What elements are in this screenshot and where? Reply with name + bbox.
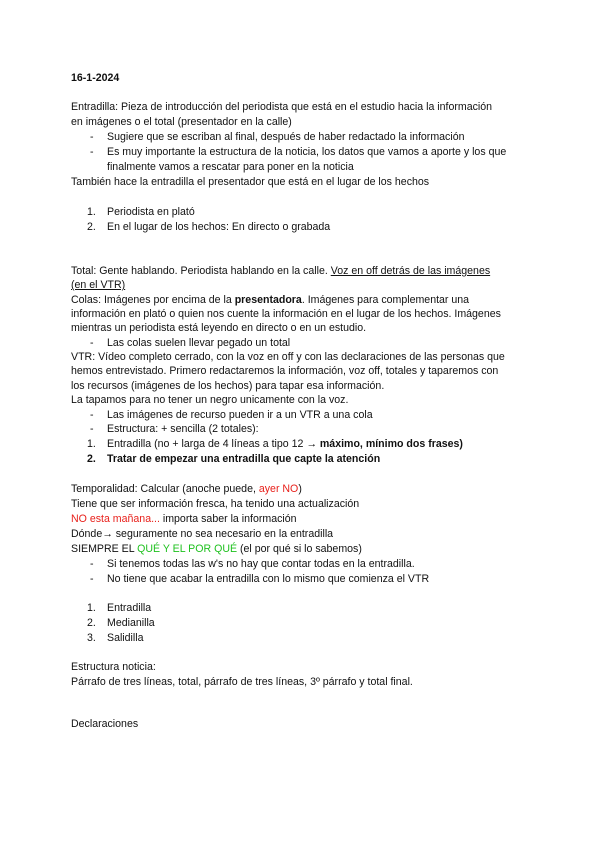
bullet-item-continued: finalmente vamos a rescatar para poner en la noticia [107,161,354,173]
dash-bullet: - [90,131,94,143]
list-item: Entradilla [107,602,152,614]
list-item-text: Entradilla (no + larga de 4 líneas a tipo 12 → [107,438,320,450]
bullet-item: Estructura: + sencilla (2 totales): [107,423,259,435]
colas-bold: presentadora [234,294,302,306]
list-item: Salidilla [107,632,144,644]
list-number: 3. [87,632,96,644]
temporalidad-red: NO esta mañana... [71,513,160,525]
paragraph-line: También hace la entradilla el presentador que está en el lugar de los hechos [71,176,430,188]
total-text: Total: Gente hablando. Periodista hablando en la calle. [71,265,331,277]
paragraph-line [71,264,490,278]
section-heading: Declaraciones [71,718,139,730]
paragraph-line [71,542,362,556]
paragraph-line: Tiene que ser información fresca, ha tenido una actualización [71,498,360,510]
temporalidad-green: QUÉ Y EL POR QUÉ [137,543,238,555]
date-heading: 16-1-2024 [71,72,120,84]
list-item: En el lugar de los hechos: En directo o grabada [107,221,331,233]
paragraph-line: los recursos (imágenes de los hechos) para tapar esa información. [71,380,385,392]
list-item: Medianilla [107,617,155,629]
list-item-bold: máximo, mínimo dos frases) [319,438,463,450]
bullet-item: No tiene que acabar la entradilla con lo mismo que comienza el VTR [107,573,430,585]
colas-text: . Imágenes para complementar una [301,294,470,306]
paragraph-line: Entradilla: Pieza de introducción del periodista que está en el estudio hacia la información [71,101,493,113]
paragraph-line: en imágenes o el total (presentador en la calle) [71,116,292,128]
paragraph-line [71,482,302,496]
list-number: 1. [87,206,96,218]
dash-bullet: - [90,409,94,421]
paragraph-line: Párrafo de tres líneas, total, párrafo de tres líneas, 3º párrafo y total final. [71,676,413,688]
list-number: 2. [87,617,96,629]
list-number: 1. [87,602,96,614]
dash-bullet: - [90,573,94,585]
bullet-item: Las imágenes de recurso pueden ir a un VTR a una cola [107,409,373,421]
paragraph-line: mientras un periodista está leyendo en directo o en un estudio. [71,322,367,334]
total-underlined-continued: (en el VTR) [71,279,126,291]
bullet-item: Si tenemos todas las w's no hay que contar todas en la entradilla. [107,558,415,570]
temporalidad-text: SIEMPRE EL [71,543,138,555]
bullet-item: Sugiere que se escriban al final, después de haber redactado la información [107,131,465,143]
paragraph-line [71,512,297,526]
temporalidad-text: Temporalidad: Calcular (anoche puede, [71,483,259,495]
paragraph-line: Estructura noticia: [71,661,156,673]
colas-text: Colas: Imágenes por encima de la [71,294,235,306]
temporalidad-text: importa saber la información [159,513,297,525]
list-item: Periodista en plató [107,206,195,218]
paragraph-line: hemos entrevistado. Primero redactaremos la información, voz off, totales y taparemos con [71,365,499,377]
paragraph-line: La tapamos para no tener un negro unicamente con la voz. [71,394,349,406]
total-underlined: Voz en off detrás de las imágenes [330,265,491,277]
bullet-item: Es muy importante la estructura de la noticia, los datos que vamos a aporte y los que [107,146,507,158]
list-number: 2. [87,221,96,233]
dash-bullet: - [90,423,94,435]
list-item [107,437,463,451]
paragraph-line [71,293,469,307]
dash-bullet: - [90,558,94,570]
temporalidad-red: ayer NO [258,483,299,495]
bullet-item: Las colas suelen llevar pegado un total [107,337,291,349]
temporalidad-text: ) [298,483,302,495]
paragraph-line: VTR: Vídeo completo cerrado, con la voz en off y con las declaraciones de las personas que [71,351,505,363]
list-item: Tratar de empezar una entradilla que capte la atención [107,453,381,465]
paragraph-line: Dónde→ seguramente no sea necesario en la entradilla [71,528,334,540]
temporalidad-text: (el por qué si lo sabemos) [237,543,362,555]
dash-bullet: - [90,337,94,349]
list-number: 2. [87,453,96,465]
dash-bullet: - [90,146,94,158]
list-number: 1. [87,438,96,450]
paragraph-line: información en plató o quien nos cuente la información en el lugar de los hechos. Imágenes [71,308,501,320]
